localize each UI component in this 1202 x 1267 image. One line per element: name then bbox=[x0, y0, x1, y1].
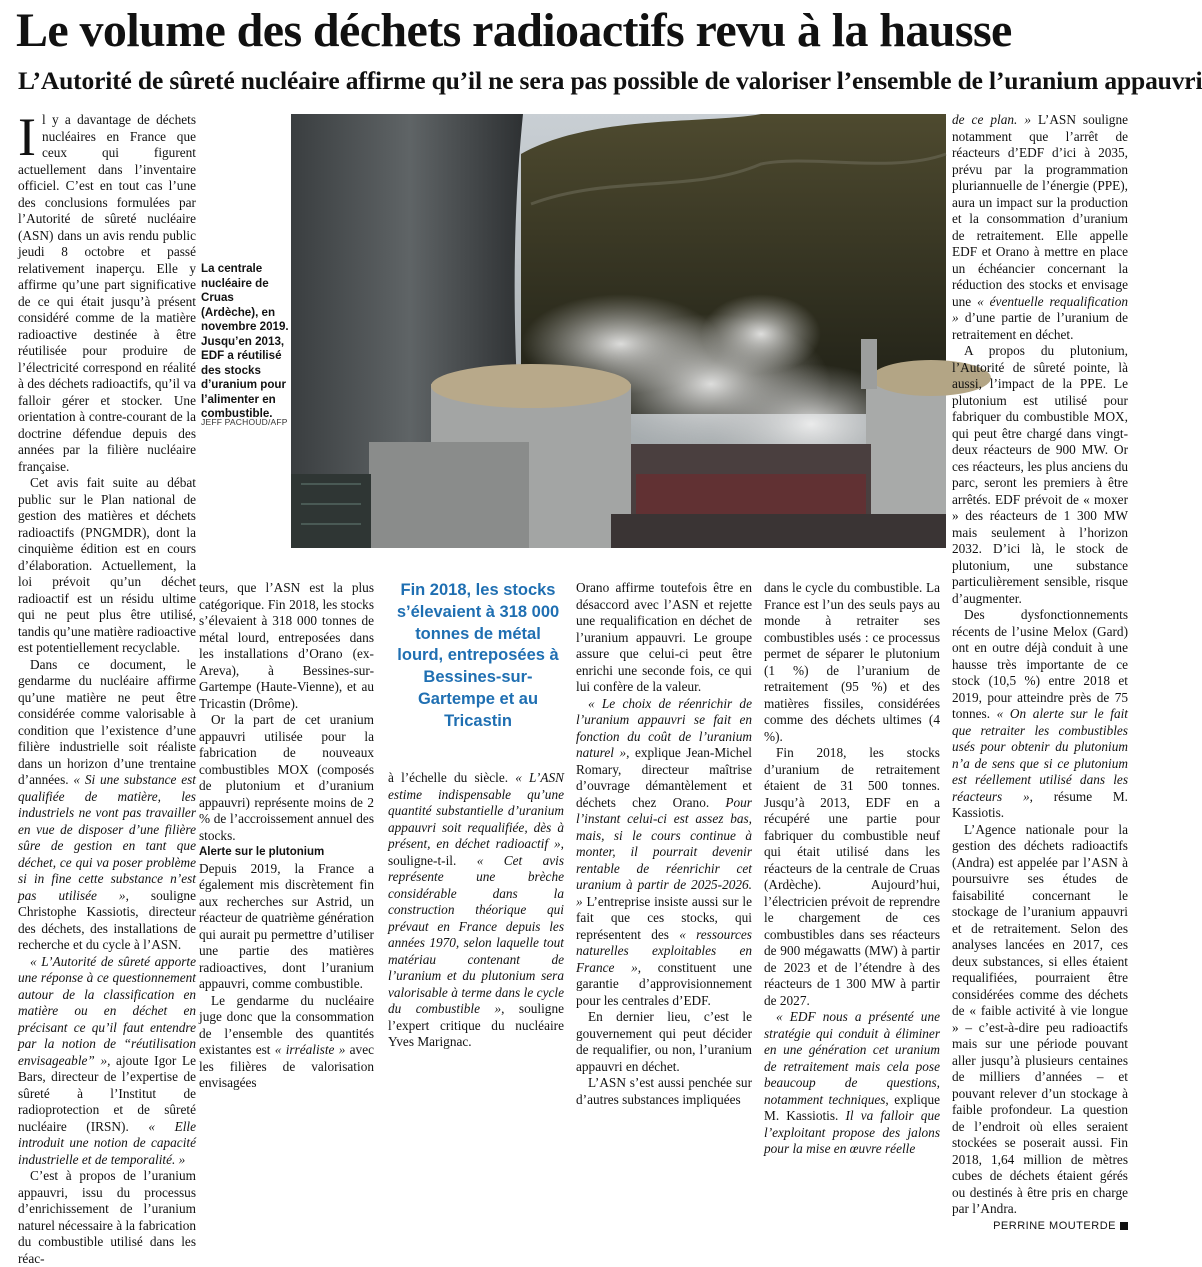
paragraph: Cet avis fait suite au débat public sur le Plan national de gestion des matières et déchets radioactifs (PNGMDR), dont la cinquième édition est en cours d’élaboration. Actuellement, la loi prévoit qu’un déchet radioactif est un résidu ultime qui ne peut plus être utilisé, tandis qu’une matière radioactive est potentiellement recyclable. bbox=[18, 475, 196, 655]
paragraph: L’ASN s’est aussi penchée sur d’autres substances impliquées bbox=[576, 1075, 752, 1107]
paragraph: Il y a davantage de déchets nucléaires en France que ceux qui figurent actuellement dans l’inventaire officiel. C’est en tout cas l’une des conclusions formulées par l’Autorité de sûreté nucléaire (ASN) dans un avis rendu public jeudi 8 octobre et passé relativement inaperçu. Elle y affirme qu’une part significative de ce qui était jusqu’à présent considéré comme de la matière radioactive destinée à être réutilisée pour produire de l’électricité correspond en réalité à des déchets radioactifs, qu’il va falloir gérer et stocker. Une orientation à contre-courant de la doctrine défendue depuis des années par la filière nucléaire française. bbox=[18, 107, 196, 474]
text-column-2 bbox=[199, 580, 375, 1090]
text-column-1 bbox=[18, 107, 197, 1266]
pull-quote: Fin 2018, les stocks s’élevaient à 318 000 tonnes de métal lourd, entreposées à Bessines-sur-Gartempe et au Tricastin bbox=[396, 581, 560, 730]
text-column-5 bbox=[764, 580, 941, 1156]
paragraph: Or la part de cet uranium appauvri utilisée pour la fabrication de nouveaux combustibles MOX (composés de plutonium et d’uranium appauvri) représente moins de 2 % de l’accroissement annuel des stocks. bbox=[199, 712, 374, 843]
paragraph: de ce plan. » L’ASN souligne notamment que l’arrêt de réacteurs d’EDF d’ici à 2035, prévu par la programmation pluriannuelle de l’énergie (PPE), aura un impact sur la production et la consommation d’uranium de retraitement. Elle appelle EDF et Orano à mettre en place un échéancier concernant la réduction des stocks et envisage une « éventuelle requalification » d’une partie de l’uranium de retraitement en déchet. bbox=[952, 112, 1128, 342]
paragraph: « Le choix de réenrichir de l’uranium appauvri se fait en fonction du coût de l’uranium naturel », explique Jean-Michel Romary, directeur maîtrise d’ouvrage démantèlement et déchets chez Orano. Pour l’instant celui-ci est assez bas, mais, si le cours continue à monter, il pourrait devenir rentable de réenrichir cet uranium à partir de 2025-2026. » L’entreprise insiste aussi sur le fait que ces stocks, qui représentent des « ressources naturelles exploitables en France », constituent une garantie d’approvisionnement pour les centrales d’EDF. bbox=[576, 695, 753, 1008]
paragraph: Dans ce document, le gendarme du nucléaire affirme qu’une matière ne peut être considérée comme valorisable à condition que l’existence d’une filière industrielle soit réaliste dans un horizon d’une trentaine d’années. « Si une substance est qualifiée de matière, les industriels ne vont pas travailler en vue de disposer d’une filière sûre de gestion en tant que déchet, ce qui va poser problème si in fine cette substance n’est pas utilisée », souligne Christophe Kassiotis, directeur des déchets, des installations de recherche et du cycle à l’ASN. bbox=[18, 656, 197, 952]
photo-credit: JEFF PACHOUD/AFP bbox=[201, 417, 288, 427]
paragraph: « EDF nous a présenté une stratégie qui conduit à éliminer en une génération cet uranium de retraitement mais cela pose beaucoup de questions, notamment techniques, explique M. Kassiotis. Il va falloir que l’exploitant propose des jalons pour la mise en œuvre réelle bbox=[764, 1009, 941, 1156]
text-column-4 bbox=[576, 580, 753, 1107]
text-column-3 bbox=[388, 770, 565, 1049]
paragraph: Depuis 2019, la France a également mis discrètement fin aux recherches sur Astrid, un réacteur de quatrième génération qui aurait pu permettre d’utiliser une partie des matières radioactives, dont l’uranium appauvri, comme combustible. bbox=[199, 860, 374, 991]
paragraph: Le gendarme du nucléaire juge donc que la consommation de l’ensemble des quantités existantes est « irréaliste » avec les filières de valorisation envisagées bbox=[199, 992, 375, 1090]
drop-cap: I bbox=[18, 107, 36, 167]
text-column-6 bbox=[952, 112, 1128, 1232]
paragraph: teurs, que l’ASN est la plus catégorique. Fin 2018, les stocks s’élevaient à 318 000 tonnes de métal lourd, entreposées dans les installations d’Orano (ex-Areva), à Bessines-sur-Gartempe (Haute-Vienne), et au Tricastin (Drôme). bbox=[199, 580, 374, 711]
paragraph: L’Agence nationale pour la gestion des déchets radioactifs (Andra) est appelée par l’ASN à poursuivre ses études de faisabilité concernant le stockage de l’uranium appauvri et de retraitement. Selon des analyses lancées en 2017, ces deux substances, si elles étaient requalifiées, pourraient être considérées comme des déchets de « faible activité à vie longue » – c’est-à-dire peu radioactifs mais sur une période pouvant aller jusqu’à plusieurs centaines de milliers d’années – et pouvant relever d’un stockage à faible profondeur. La question de l’endroit où elles seraient stockées se poserait aussi. Fin 2018, 1,64 million de mètres cubes de déchets étaient gérés ou destinés à être pris en charge par l’Andra. bbox=[952, 821, 1128, 1216]
paragraph: Fin 2018, les stocks d’uranium de retraitement étaient de 31 500 tonnes. Jusqu’à 2013, EDF en a récupéré une partie pour fabriquer du combustible neuf qui était utilisé dans les réacteurs de la centrale de Cruas (Ardèche). Aujourd’hui, l’électricien prévoit de reprendre le chargement de ces combustibles dans ses réacteurs de 900 mégawatts (MW) à partir de 2023 et de l’étendre à des réacteurs de 1 300 MW à partir de 2027. bbox=[764, 745, 940, 1008]
paragraph: En dernier lieu, c’est le gouvernement qui peut décider de requalifier, ou non, l’uranium appauvri en déchet. bbox=[576, 1009, 752, 1074]
photo-caption: La centrale nucléaire de Cruas (Ardèche), en novembre 2019. Jusqu’en 2013, EDF a réutilisé des stocks d’uranium pour l’alimenter en combustible. bbox=[201, 262, 289, 420]
paragraph: A propos du plutonium, l’Autorité de sûreté pointe, là aussi, l’impact de la PPE. Le plutonium est utilisé pour fabriquer du combustible MOX, qui peut être chargé dans vingt-deux réacteurs de 900 MW. Or ces réacteurs, les plus anciens du parc, seront les premiers à être arrêtés. EDF prévoit de « moxer » des réacteurs de 1 300 MW mais seulement à l’horizon 2032. D’ici là, le stock de plutonium, une substance particulièrement sensible, risque d’augmenter. bbox=[952, 343, 1128, 606]
paragraph: C’est à propos de l’uranium appauvri, issu du processus d’enrichissement de l’uranium naturel nécessaire à la fabrication du combustible utilisé dans les réac- bbox=[18, 1168, 196, 1266]
paragraph: Des dysfonctionnements récents de l’usine Melox (Gard) ont en outre déjà conduit à une hausse très importante de ce stock (10,5 %) entre 2018 et 2019, pour atteindre près de 75 tonnes. « On alerte sur le fait que retraiter les combustibles usés pour obtenir du plutonium n’a de sens que si ce plutonium est réellement utilisé dans les réacteurs », résume M. Kassiotis. bbox=[952, 607, 1128, 820]
photo-cruas-power-plant bbox=[291, 114, 946, 548]
headline: Le volume des déchets radioactifs revu à la hausse bbox=[16, 4, 1012, 57]
paragraph: dans le cycle du combustible. La France est l’un des seuls pays au monde à retraiter ses combustibles usés : ce processus permet de séparer le plutonium (1 %) de l’uranium de retraitement (95 %) et des matières fissiles, considérées comme des déchets ultimes (4 %). bbox=[764, 580, 940, 744]
paragraph: Orano affirme toutefois être en désaccord avec l’ASN et rejette une requalification en déchet de l’uranium appauvri. Le groupe assure que celui-ci peut être enrichi une seconde fois, ce qui lui confère de la valeur. bbox=[576, 580, 752, 694]
paragraph: à l’échelle du siècle. « L’ASN estime indispensable qu’une quantité substantielle d’uranium appauvri soit requalifiée, dès à présent, en déchet radioactif », souligne-t-il. « Cet avis représente une brèche considérable dans la construction théorique qui prévaut en France depuis les années 1970, selon laquelle tout matériau contenant de l’uranium et du plutonium sera valorisable à terme dans le cycle du combustible », souligne l’expert critique du nucléaire Yves Marignac. bbox=[388, 770, 565, 1049]
standfirst: L’Autorité de sûreté nucléaire affirme qu’il ne sera pas possible de valoriser l’ensemble de l’uranium appauvri bbox=[18, 66, 1202, 95]
subhead: Alerte sur le plutonium bbox=[199, 846, 325, 858]
end-mark-icon bbox=[1120, 1222, 1128, 1230]
paragraph: « L’Autorité de sûreté apporte une réponse à ce questionnement autour de la classification en matière ou en déchet en précisant ce qu’il faut entendre par la notion de “réutilisation envisageable” », ajoute Igor Le Bars, directeur de l’expertise de sûreté à l’Institut de radioprotection et de sûreté nucléaire (IRSN). « Elle introduit une notion de capacité industrielle et de temporalité. » bbox=[18, 953, 196, 1167]
author-signature: PERRINE MOUTERDE bbox=[952, 1218, 1128, 1235]
